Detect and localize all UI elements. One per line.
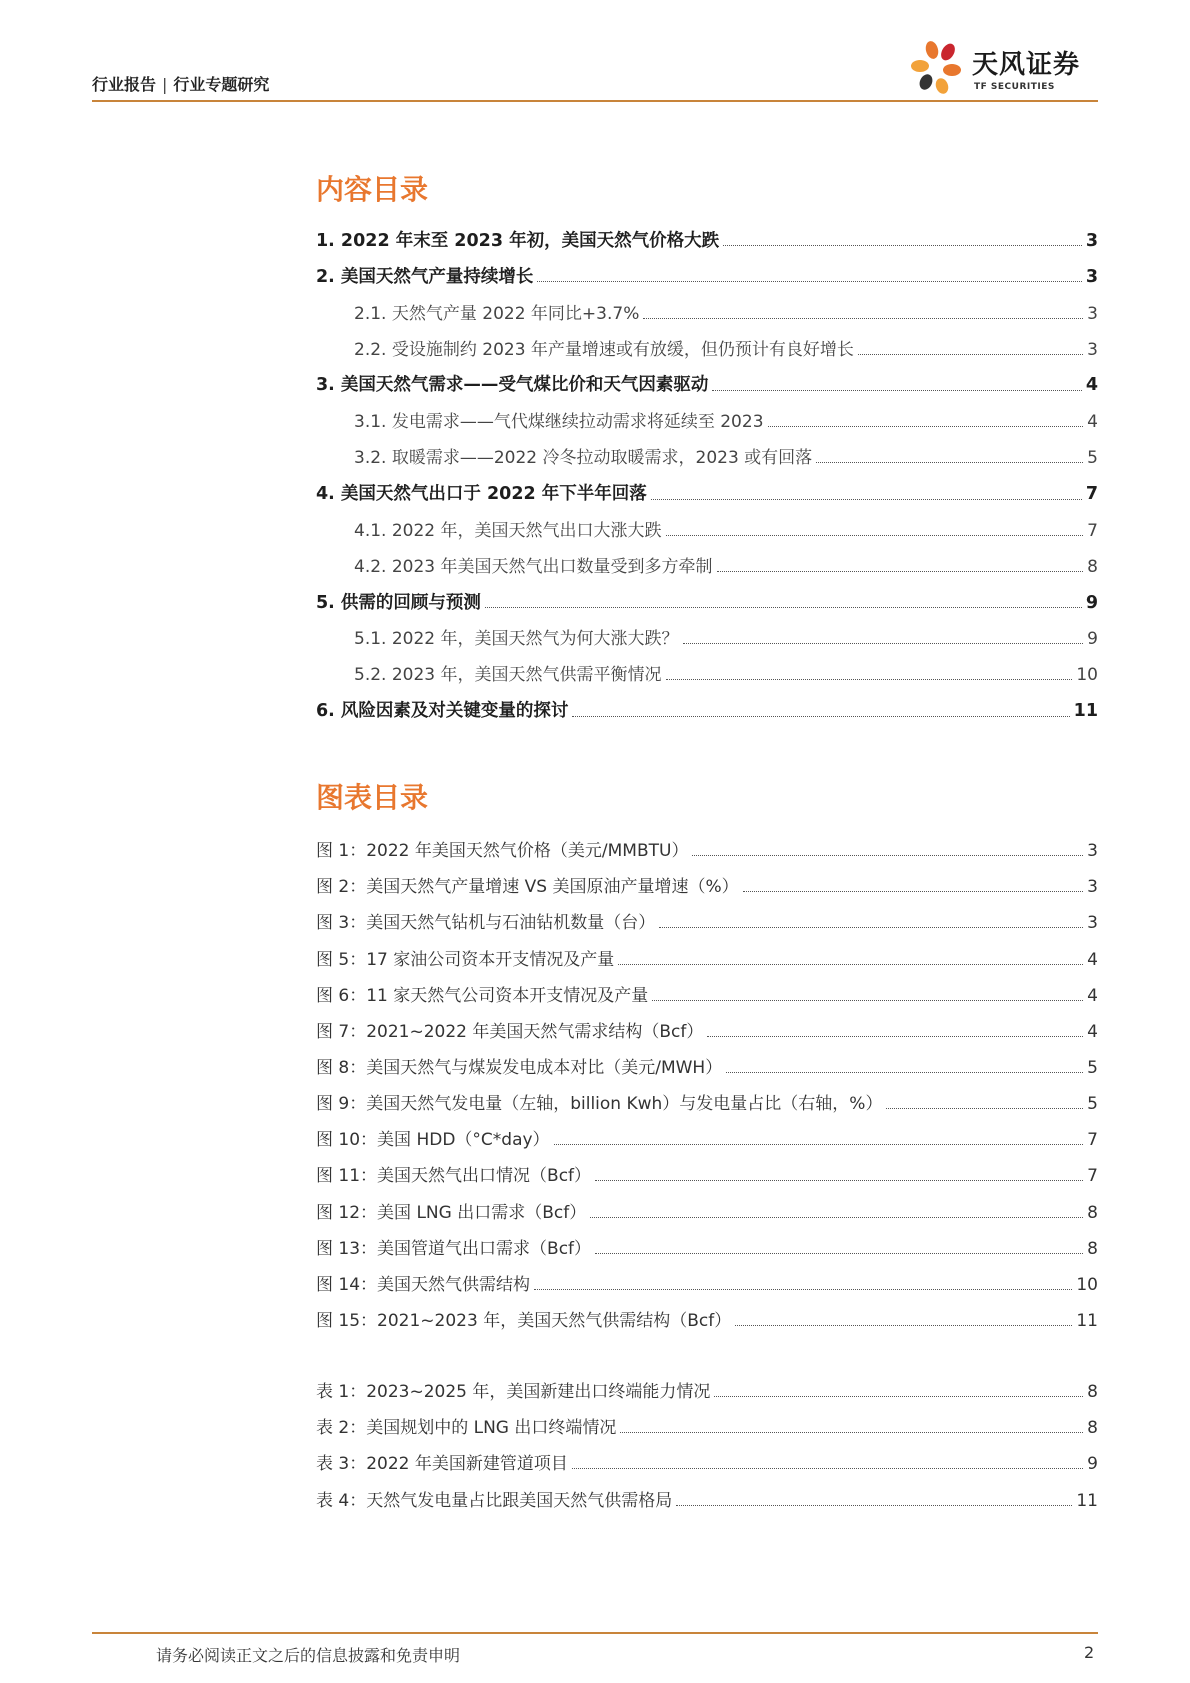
toc-entry[interactable]: 6. 风险因素及对关键变量的探讨 11 xyxy=(316,701,1098,722)
table-entry[interactable]: 表 2：美国规划中的 LNG 出口终端情况 8 xyxy=(316,1418,1098,1439)
report-type-label: 行业报告 xyxy=(92,75,157,94)
toc-subentry[interactable]: 2.2. 受设施制约 2023 年产量增速或有放缓，但仍预计有良好增长 3 xyxy=(354,339,1098,360)
figure-entry[interactable]: 图 15：2021~2023 年，美国天然气供需结构（Bcf） 11 xyxy=(316,1310,1098,1331)
figure-entry[interactable]: 图 2：美国天然气产量增速 VS 美国原油产量增速（%） 3 xyxy=(316,877,1098,898)
toc-subentry[interactable]: 5.2. 2023 年，美国天然气供需平衡情况 10 xyxy=(354,665,1098,686)
figure-entry[interactable]: 图 6：11 家天然气公司资本开支情况及产量 4 xyxy=(316,985,1098,1006)
flower-logo-icon xyxy=(908,38,970,98)
toc-entry[interactable]: 5. 供需的回顾与预测 9 xyxy=(316,592,1098,613)
figure-entry[interactable]: 图 13：美国管道气出口需求（Bcf） 8 xyxy=(316,1238,1098,1259)
figure-entry[interactable]: 图 14：美国天然气供需结构 10 xyxy=(316,1274,1098,1295)
toc-entry[interactable]: 1. 2022 年末至 2023 年初，美国天然气价格大跌 3 xyxy=(316,230,1098,251)
report-subtype-label: 行业专题研究 xyxy=(173,75,270,94)
figure-entry[interactable]: 图 11：美国天然气出口情况（Bcf） 7 xyxy=(316,1166,1098,1187)
toc-entry[interactable]: 4. 美国天然气出口于 2022 年下半年回落 7 xyxy=(316,484,1098,504)
footer-disclaimer: 请务必阅读正文之后的信息披露和免责申明 xyxy=(156,1646,461,1665)
toc-subentry[interactable]: 5.1. 2022 年，美国天然气为何大涨大跌？ 9 xyxy=(354,629,1098,650)
toc-subentry[interactable]: 2.1. 天然气产量 2022 年同比+3.7% 3 xyxy=(354,303,1098,324)
logo-company-english: TF SECURITIES xyxy=(974,82,1055,92)
figure-index-title: 图表目录 xyxy=(316,781,429,814)
figure-entry[interactable]: 图 8：美国天然气与煤炭发电成本对比（美元/MWH） 5 xyxy=(316,1057,1098,1078)
table-entry[interactable]: 表 3：2022 年美国新建管道项目 9 xyxy=(316,1454,1098,1475)
table-entry[interactable]: 表 1：2023~2025 年，美国新建出口终端能力情况 8 xyxy=(316,1382,1098,1403)
figure-entry[interactable]: 图 12：美国 LNG 出口需求（Bcf） 8 xyxy=(316,1202,1098,1223)
table-entry[interactable]: 表 4：天然气发电量占比跟美国天然气供需格局 11 xyxy=(316,1490,1098,1511)
figure-entry[interactable]: 图 3：美国天然气钻机与石油钻机数量（台） 3 xyxy=(316,913,1098,934)
header-separator: | xyxy=(162,75,168,94)
table-index-list xyxy=(316,1365,1098,1510)
toc-title: 内容目录 xyxy=(316,173,429,206)
figure-entry[interactable]: 图 5：17 家油公司资本开支情况及产量 4 xyxy=(316,949,1098,970)
toc-entry[interactable]: 3. 美国天然气需求——受气煤比价和天气因素驱动 4 xyxy=(316,375,1098,396)
report-category xyxy=(92,72,269,95)
logo-company-name: 天风证券 xyxy=(972,50,1081,80)
figure-entry[interactable]: 图 10：美国 HDD（°C*day） 7 xyxy=(316,1130,1098,1151)
figure-entry[interactable]: 图 7：2021~2022 年美国天然气需求结构（Bcf） 4 xyxy=(316,1021,1098,1042)
figure-entry[interactable]: 图 1：2022 年美国天然气价格（美元/MMBTU） 3 xyxy=(316,841,1098,862)
toc-list xyxy=(316,214,1098,721)
header-divider xyxy=(92,100,1098,102)
page-header xyxy=(92,0,1098,104)
figure-index-list xyxy=(316,824,1098,1330)
footer-divider xyxy=(92,1632,1098,1634)
company-logo xyxy=(908,38,1098,98)
page-number: 2 xyxy=(1084,1643,1095,1662)
toc-subentry[interactable]: 4.1. 2022 年，美国天然气出口大涨大跌 7 xyxy=(354,520,1098,541)
toc-subentry[interactable]: 4.2. 2023 年美国天然气出口数量受到多方牵制 8 xyxy=(354,556,1098,577)
toc-entry[interactable]: 2. 美国天然气产量持续增长 3 xyxy=(316,266,1098,287)
toc-subentry[interactable]: 3.1. 发电需求——气代煤继续拉动需求将延续至 2023 4 xyxy=(354,412,1098,433)
figure-entry[interactable]: 图 9：美国天然气发电量（左轴，billion Kwh）与发电量占比（右轴，%） 5 xyxy=(316,1094,1098,1115)
toc-subentry[interactable]: 3.2. 取暖需求——2022 冷冬拉动取暖需求，2023 或有回落 5 xyxy=(354,448,1098,469)
